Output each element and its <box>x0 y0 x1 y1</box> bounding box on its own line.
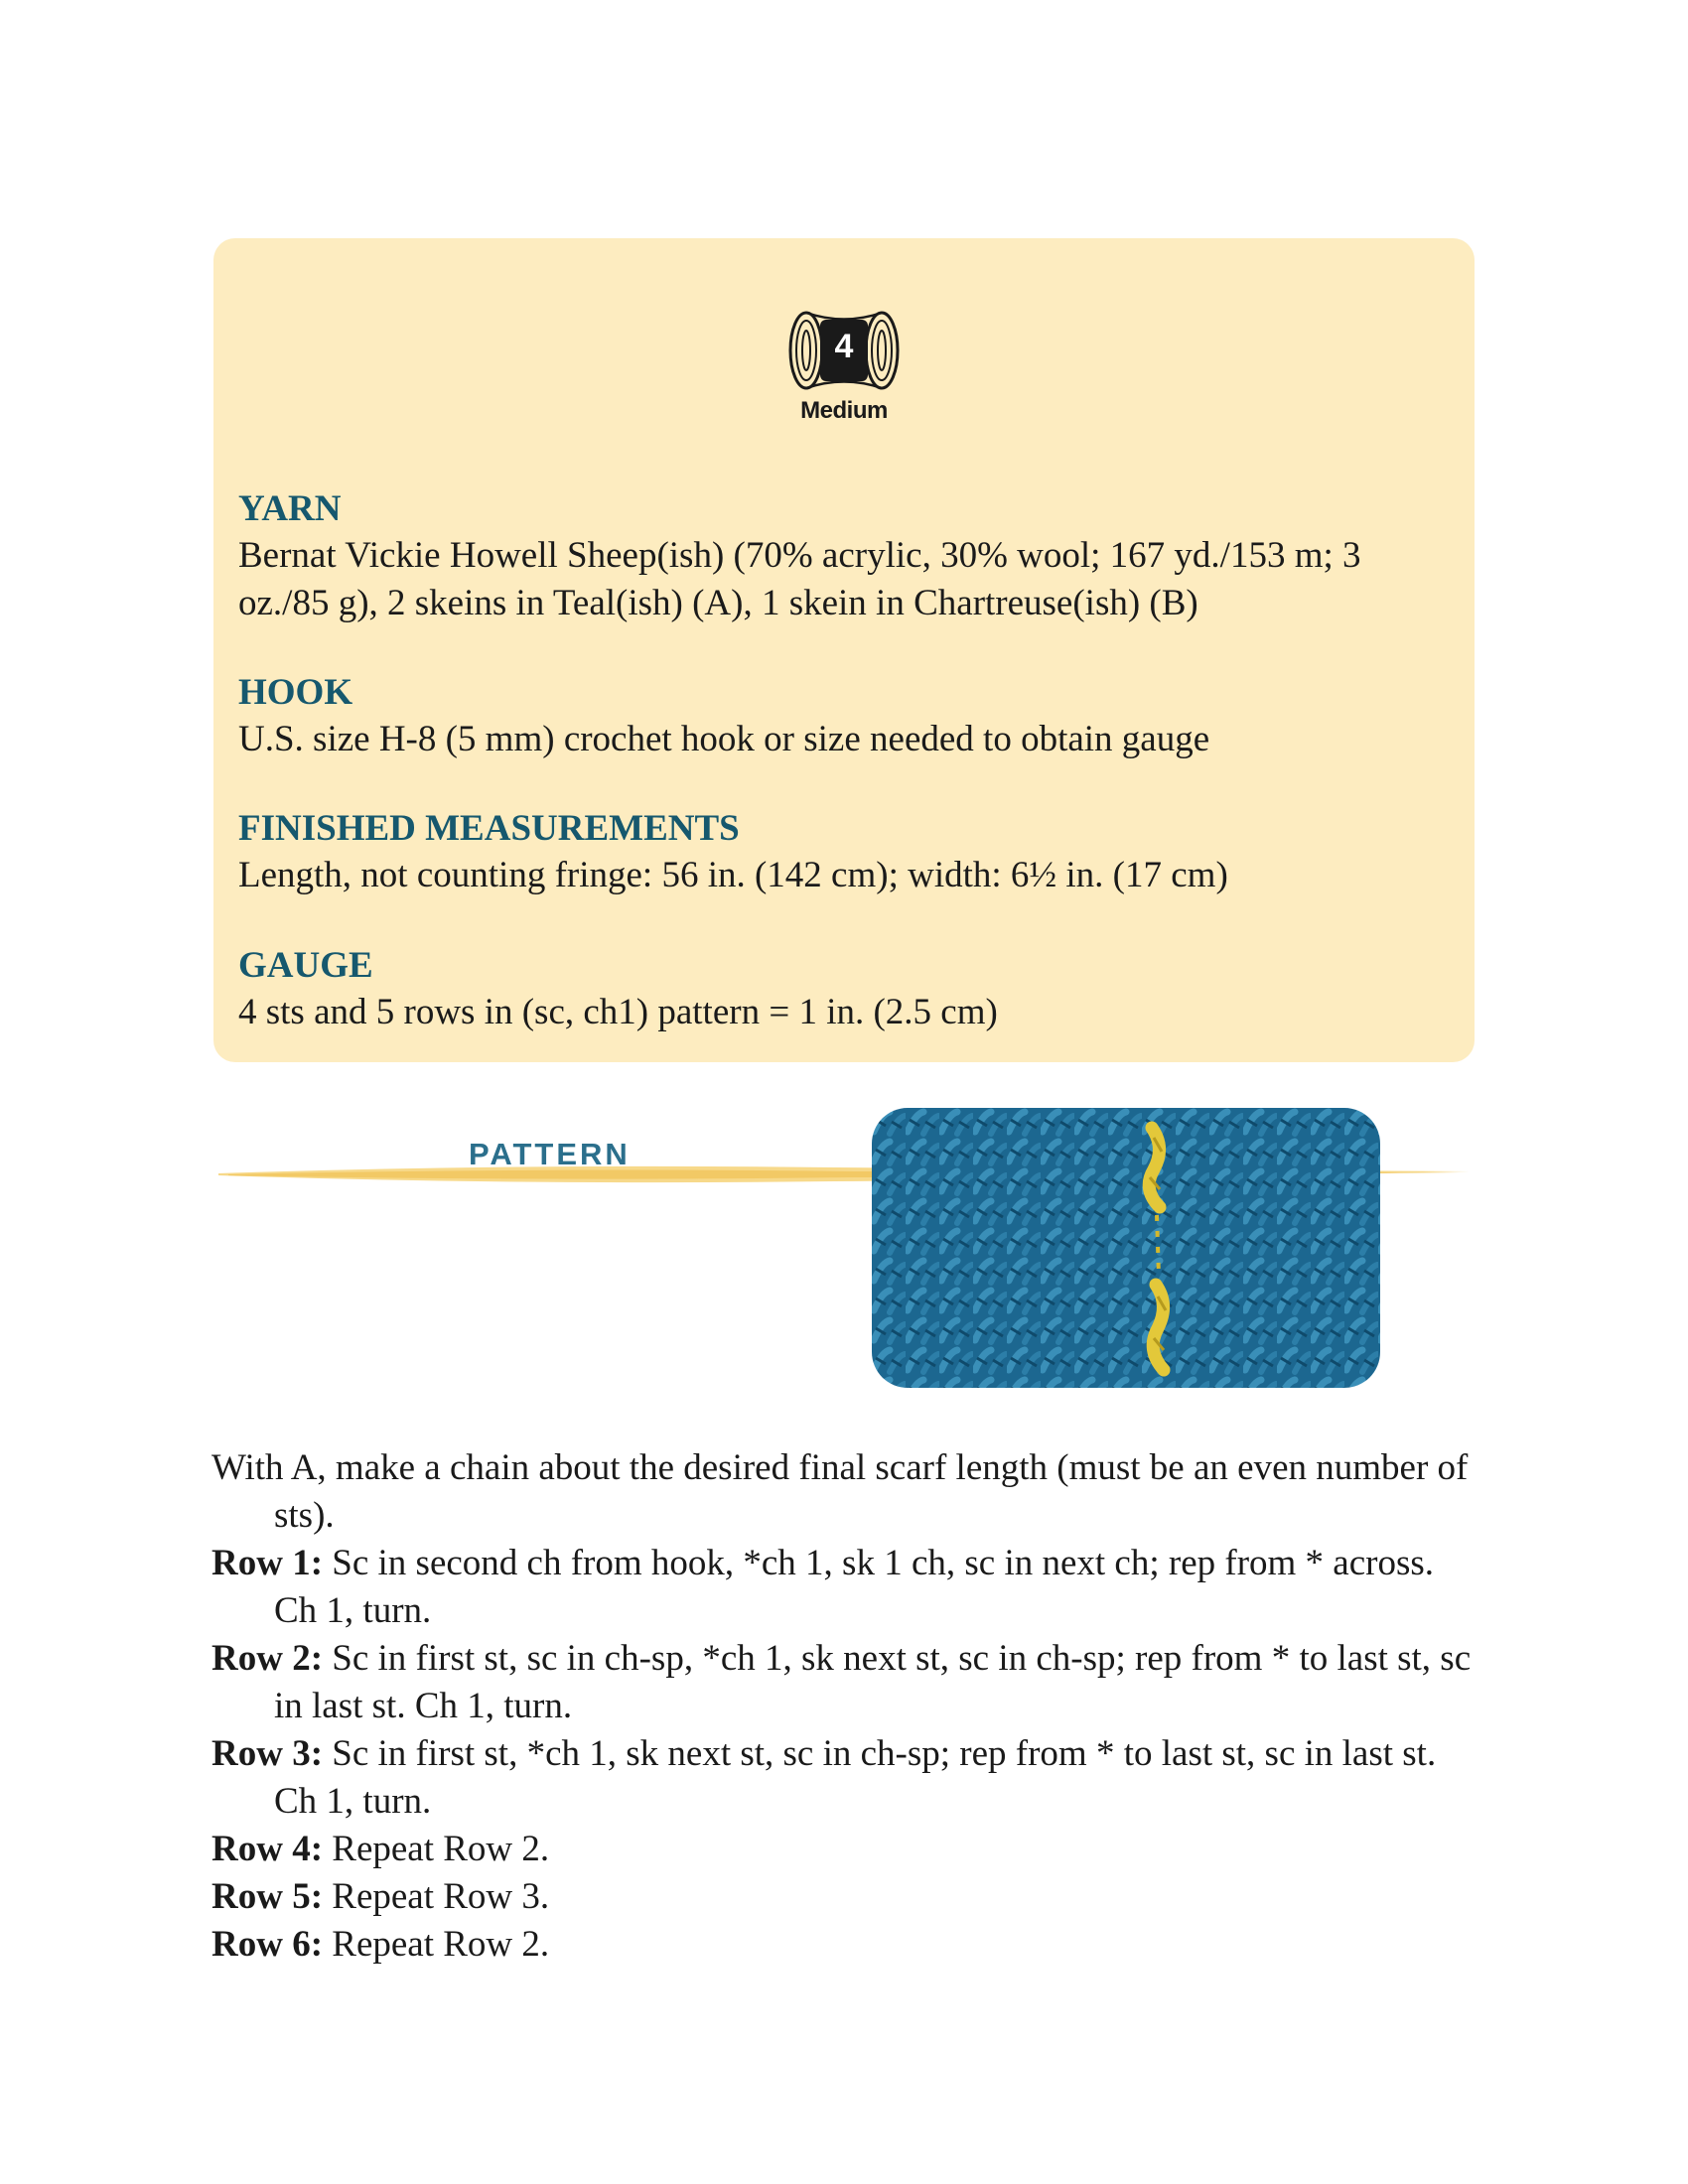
row-text: Sc in second ch from hook, *ch 1, sk 1 ch, sc in next ch; rep from * across. Ch 1, turn. <box>274 1543 1435 1631</box>
gauge-heading: GAUGE <box>238 945 373 986</box>
yarn-heading: YARN <box>238 488 342 529</box>
measurements-heading: FINISHED MEASUREMENTS <box>238 808 740 849</box>
pattern-title: PATTERN <box>469 1137 631 1171</box>
row-label: Row 6: <box>211 1924 324 1965</box>
row-label: Row 1: <box>211 1543 324 1583</box>
row-text: Repeat Row 2. <box>323 1829 550 1869</box>
yarn-weight-number: 4 <box>834 328 854 365</box>
row-label: Row 3: <box>211 1733 324 1774</box>
gauge-section <box>238 943 1450 1036</box>
yarn-weight-label: Medium <box>800 397 888 424</box>
row-6 <box>211 1921 1482 1969</box>
pattern-instructions <box>211 1444 1482 1969</box>
hook-section <box>238 670 1450 763</box>
yarn-text: Bernat Vickie Howell Sheep(ish) (70% acrylic, 30% wool; 167 yd./153 m; 3 oz./85 g), 2 skeins in Teal(ish) (A), 1 skein in Chartreuse(ish) (B) <box>238 535 1361 623</box>
row-label: Row 4: <box>211 1829 324 1869</box>
row-label: Row 5: <box>211 1876 324 1917</box>
stitch-swatch-photo <box>872 1108 1380 1388</box>
row-text: Repeat Row 2. <box>323 1924 550 1965</box>
measurements-text: Length, not counting fringe: 56 in. (142 cm); width: 6½ in. (17 cm) <box>238 855 1228 895</box>
row-text: Sc in first st, sc in ch-sp, *ch 1, sk next st, sc in ch-sp; rep from * to last st, sc in last st. Ch 1, turn. <box>274 1638 1472 1726</box>
yarn-weight-symbol <box>784 306 904 440</box>
intro-text: With A, make a chain about the desired final scarf length (must be an even number of sts). <box>211 1447 1469 1536</box>
row-1 <box>211 1540 1482 1635</box>
row-2 <box>211 1635 1482 1730</box>
measurements-section <box>238 806 1450 899</box>
hook-heading: HOOK <box>238 672 353 713</box>
row-text: Sc in first st, *ch 1, sk next st, sc in ch-sp; rep from * to last st, sc in last st. Ch 1, turn. <box>274 1733 1437 1822</box>
gauge-text: 4 sts and 5 rows in (sc, ch1) pattern = 1 in. (2.5 cm) <box>238 992 998 1032</box>
hook-text: U.S. size H-8 (5 mm) crochet hook or size needed to obtain gauge <box>238 719 1210 759</box>
row-text: Repeat Row 3. <box>323 1876 550 1917</box>
yarn-section <box>238 486 1450 627</box>
row-5 <box>211 1873 1482 1921</box>
row-4 <box>211 1826 1482 1873</box>
row-label: Row 2: <box>211 1638 324 1679</box>
row-3 <box>211 1730 1482 1826</box>
